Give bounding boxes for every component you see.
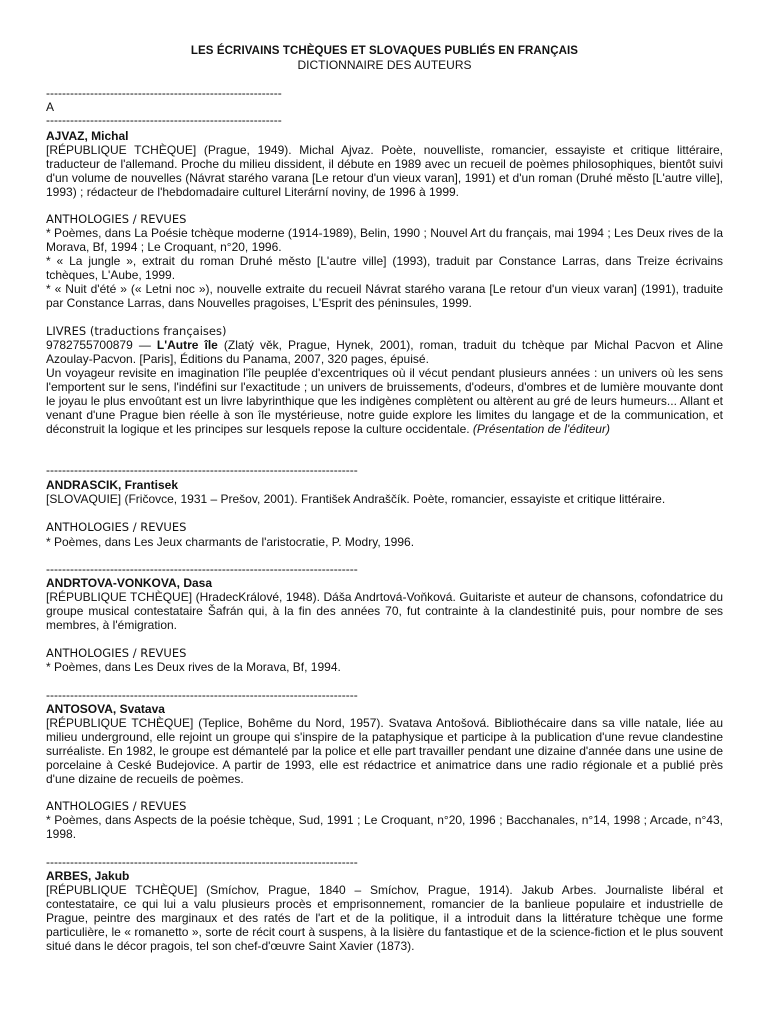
author-name: ANDRASCIK, Frantisek [46, 478, 179, 492]
author-bio: [RÉPUBLIQUE TCHÈQUE] (Smíchov, Prague, 1840 – Smíchov, Prague, 1914). Jakub Arbes. Journaliste libéral et contestataire, ce qui lui a valu plusieurs procès et emprisonnement, romancier de la banlieue populaire et industrielle de Prague, peintre des marginaux et des ratés de l'art et de la politique, il a introduit dans la littérature tchèque une forme particulière, le « romanetto », sorte de récit court à suspens, à la lisière du fantastique et de la science-fiction et le plus souvent situé dans le décor pragois, tel son chef-d'œuvre Saint Xavier (1873). [46, 883, 723, 953]
book-title: L'Autre île [156, 338, 218, 352]
author-name: ANDRTOVA-VONKOVA, Dasa [46, 576, 213, 590]
document-subtitle: DICTIONNAIRE DES AUTEURS [297, 58, 472, 72]
anthology-entry: * Poèmes, dans Les Jeux charmants de l'aristocratie, P. Modry, 1996. [46, 535, 415, 549]
anthology-entry: * Poèmes, dans Les Deux rives de la Morava, Bf, 1994. [46, 660, 341, 674]
separator-rule: ------------------------------------------------------------------------------ [46, 688, 358, 702]
book-details: (Zlatý věk, Prague, Hynek, 2001), roman, traduit du tchèque par Michal Pacvon et Aline Azoulay-Pacvon. [Paris], Éditions du Panama, 2007, 320 pages, épuisé. [46, 338, 724, 366]
author-bio: [RÉPUBLIQUE TCHÈQUE] (Teplice, Bohême du Nord, 1957). Svatava Antošová. Bibliothécaire dans sa ville natale, liée au milieu underground, elle rejoint un groupe qui s'inspire de la pataphysique et participe à la publication d'une revue clandestine surréaliste. En 1982, le groupe est démantelé par la police et elle part travailler pendant une dizaine d'année dans une usine de porcelaine à Ceské Budejovice. A partir de 1993, elle est rédactrice et animatrice dans une radio régionale et a publié près d'une dizaine de recueils de poèmes. [46, 716, 723, 786]
author-name: ANTOSOVA, Svatava [46, 702, 165, 716]
separator-rule: ------------------------------------------------------------------------------ [46, 855, 358, 869]
anthology-entry: * « La jungle », extrait du roman Druhé město [L'autre ville] (1993), traduit par Constance Larras, dans Treize écrivains tchèques, L'Aube, 1999. [46, 254, 723, 282]
author-bio: [SLOVAQUIE] (Fričovce, 1931 – Prešov, 2001). František Andraščík. Poète, romancier, essayiste et critique littéraire. [46, 492, 666, 506]
anthologies-heading: ANTHOLOGIES / REVUES [46, 799, 187, 813]
book-description-source: (Présentation de l'éditeur) [472, 422, 610, 436]
separator-rule: ----------------------------------------------------------- [46, 86, 282, 100]
author-name: AJVAZ, Michal [46, 129, 129, 143]
anthologies-heading: ANTHOLOGIES / REVUES [46, 646, 187, 660]
separator-rule: ------------------------------------------------------------------------------ [46, 463, 358, 477]
anthologies-heading: ANTHOLOGIES / REVUES [46, 520, 187, 534]
book-isbn: 9782755700879 — [46, 338, 151, 352]
anthology-entry: * Poèmes, dans Aspects de la poésie tchèque, Sud, 1991 ; Le Croquant, n°20, 1996 ; Bacchanales, n°14, 1998 ; Arcade, n°43, 1998. [46, 813, 723, 841]
author-bio: [RÉPUBLIQUE TCHÈQUE] (Prague, 1949). Michal Ajvaz. Poète, nouvelliste, romancier, essayiste et critique littéraire, traducteur de l'allemand. Proche du milieu dissident, il débute en 1989 avec un recueil de poèmes philosophiques, bientôt suivi d'un volume de nouvelles (Návrat starého varana [Le retour d'un vieux varan], 1991) et d'un roman (Druhé město [L'autre ville], 1993) ; rédacteur de l'hebdomadaire culturel Literární noviny, de 1996 à 1999. [46, 143, 723, 199]
book-entry [46, 338, 723, 366]
document-title: LES ÉCRIVAINS TCHÈQUES ET SLOVAQUES PUBLIÉS EN FRANÇAIS [190, 45, 579, 57]
author-bio: [RÉPUBLIQUE TCHÈQUE] (HradecKrálové, 1948). Dáša Andrtová-Voňková. Guitariste et auteur de chansons, cofondatrice du groupe musical contestataire Šafrán qui, à la fin des années 70, fut contrainte à la clandestinité puis, pour nombre de ses membres, à l'émigration. [46, 590, 723, 632]
anthologies-heading: ANTHOLOGIES / REVUES [46, 212, 187, 226]
section-letter: A [46, 100, 55, 114]
separator-rule: ----------------------------------------------------------- [46, 113, 282, 127]
book-description: Un voyageur revisite en imagination l'île peuplée d'excentriques où il vécut pendant plusieurs années : un univers où les sens l'emportent sur le sens, l'indéfini sur l'exactitude ; un univers de bruissements, d'odeurs, d'ombres et de lumière mouvante dont le joyau le plus envoûtant est un livre labyrinthique que les indigènes complètent ou altèrent au gré de leurs humeurs... Allant et venant d'une Prague bien réelle à son île mystérieuse, notre guide explore les limites du langage et de la communication, et déconstruit la logique et les principes sur lesquels repose la culture occidentale. (Présentation de l'éditeur) [46, 366, 723, 436]
author-name: ARBES, Jakub [46, 869, 130, 883]
anthology-entry: * Poèmes, dans La Poésie tchèque moderne (1914-1989), Belin, 1990 ; Nouvel Art du français, mai 1994 ; Les Deux rives de la Morava, Bf, 1994 ; Le Croquant, n°20, 1996. [46, 226, 723, 254]
separator-rule: ------------------------------------------------------------------------------ [46, 562, 358, 576]
books-heading: LIVRES (traductions françaises) [46, 324, 227, 338]
anthology-entry: * « Nuit d'été » (« Letni noc »), nouvelle extraite du recueil Návrat starého varana [Le retour d'un vieux varan] (1991), traduite par Constance Larras, dans Nouvelles pragoises, L'Esprit des péninsules, 1999. [46, 282, 723, 310]
